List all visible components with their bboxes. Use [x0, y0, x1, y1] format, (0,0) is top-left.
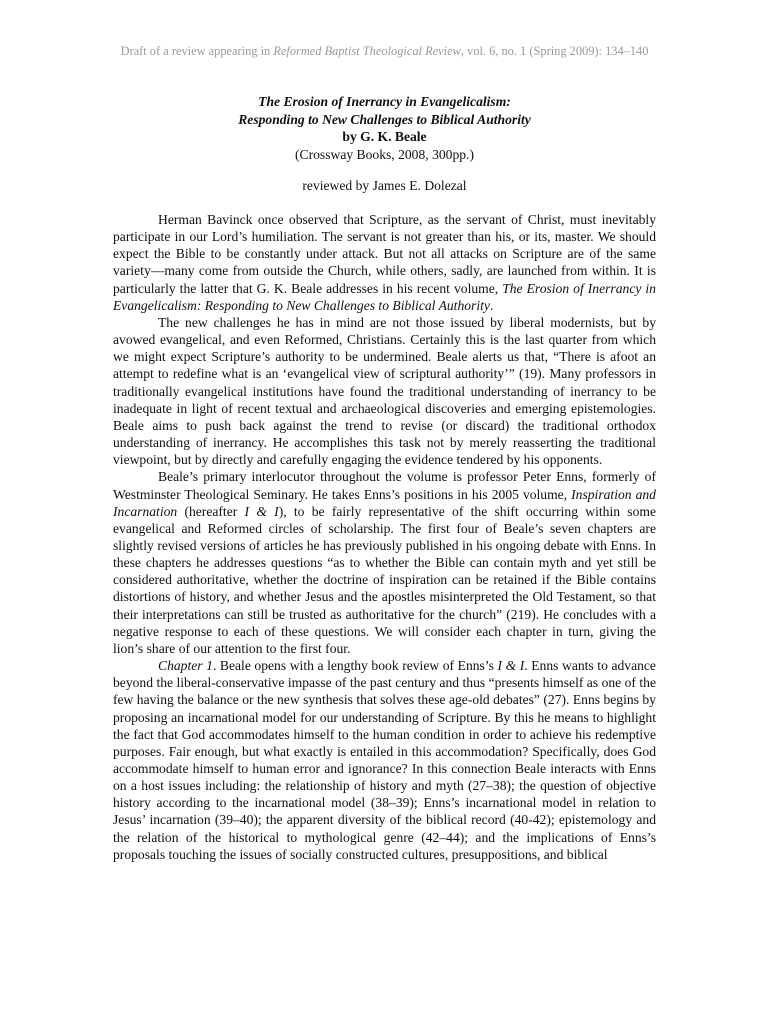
book-title-block: [113, 93, 656, 163]
journal-name: Reformed Baptist Theological Review: [273, 44, 461, 58]
chapter-1-label: Chapter 1: [158, 658, 213, 674]
paragraph-1-end: .: [489, 297, 494, 313]
paragraph-1-text: Herman Bavinck once observed that Scripture, as the servant of Christ, must inevitably participate in our Lord’s humiliation. The servant is not greater than his, or its, master. We should expect the Bible to be constantly under attack. But not all attacks on Scripture are of the same variety—many come from outside the Church, while others, sadly, are launched from within. It is particularly the latter that G. K. Beale addresses in his recent volume,: [113, 212, 656, 296]
paragraph-4-text-a: . Beale opens with a lengthy book review of Enns’s: [212, 658, 498, 674]
publication-note-suffix: , vol. 6, no. 1 (Spring 2009): 134–140: [460, 44, 649, 58]
paragraph-4-abbreviation: I & I: [497, 658, 525, 674]
publication-note-prefix: Draft of a review appearing in: [120, 44, 274, 58]
book-title-line-2: Responding to New Challenges to Biblical Authority: [238, 111, 531, 127]
paragraph-3-book-title: Inspiration and Incarnation: [113, 486, 656, 519]
paragraph-1-book-title: The Erosion of Inerrancy in Evangelicalism: Responding to New Challenges to Biblical Authority: [113, 280, 656, 313]
paragraph-2: The new challenges he has in mind are not those issued by liberal modernists, but by avowed evangelical, and even Reformed, Christians. Certainly this is the last quarter from which we might expect Scripture’s authority to be undermined. Beale alerts us that, “There is afoot an attempt to redefine what is an ‘evangelical view of scriptural authority’” (19). Many professors in traditionally evangelical institutions have found the traditional understanding of inerrancy to be inadequate in light of recent textual and archaeological discoveries and emerging epistemologies. Beale aims to push back against the trend to revise (or discard) the traditional orthodox understanding of inerrancy. He accomplishes this task not by merely reasserting the traditional viewpoint, but by directly and carefully engaging the evidence tendered by his opponents.: [113, 314, 656, 468]
publication-note: [113, 44, 656, 59]
paragraph-3-text-b: (hereafter: [177, 503, 245, 519]
review-body: [113, 211, 656, 863]
book-publisher: (Crossway Books, 2008, 300pp.): [295, 146, 474, 162]
book-author: by G. K. Beale: [342, 129, 427, 144]
paragraph-3: [113, 468, 656, 657]
paragraph-4: [113, 657, 656, 863]
paragraph-3-text-a: Beale’s primary interlocutor throughout the volume is professor Peter Enns, formerly of Westminster Theological Seminary. He takes Enns’s positions in his 2005 volume,: [113, 469, 656, 502]
paragraph-4-text-b: . Enns wants to advance beyond the liberal-conservative impasse of the past century and thus “presents himself as one of the few having the balance or the new synthesis that solves these age-old debates” (27). Enns begins by proposing an incarnational model for our understanding of Scripture. By this he means to highlight the fact that God accommodates himself to the human condition in order to achieve his redemptive purposes. Fair enough, but what exactly is entailed in this accommodation? Specifically, does God accommodate himself to human error and ignorance? In this connection Beale interacts with Enns on a host issues including: the relationship of history and myth (27–38); the question of objective history according to the incarnational model (38–39); Enns’s incarnational model in relation to Jesus’ incarnation (39–40); the apparent diversity of the biblical record (40-42); epistemology and the relation of the historical to mythological genre (42–44); and the implications of Enns’s proposals touching the issues of socially constructed cultures, presuppositions, and biblical: [113, 658, 656, 862]
paragraph-3-text-c: ), to be fairly representative of the shift occurring within some evangelical and Reformed circles of scholarship. The first four of Beale’s seven chapters are slightly revised versions of articles he has previously published in his ongoing debate with Enns. In these chapters he addresses questions “as to whether the Bible can contain myth and yet still be considered authoritative, whether the doctrine of inspiration can be retained if the Bible contains distortions of history, and whether Jesus and the apostles misinterpreted the Old Testament, so that their interpretations can still be trusted as authoritative for the church” (219). He concludes with a negative response to each of these questions. We will consider each chapter in turn, giving the lion’s share of our attention to the first four.: [113, 503, 656, 656]
paragraph-1: [113, 211, 656, 314]
paragraph-3-abbreviation: I & I: [244, 503, 279, 519]
reviewer-line: reviewed by James E. Dolezal: [302, 178, 467, 193]
book-title-line-1: The Erosion of Inerrancy in Evangelicalism:: [258, 94, 511, 109]
